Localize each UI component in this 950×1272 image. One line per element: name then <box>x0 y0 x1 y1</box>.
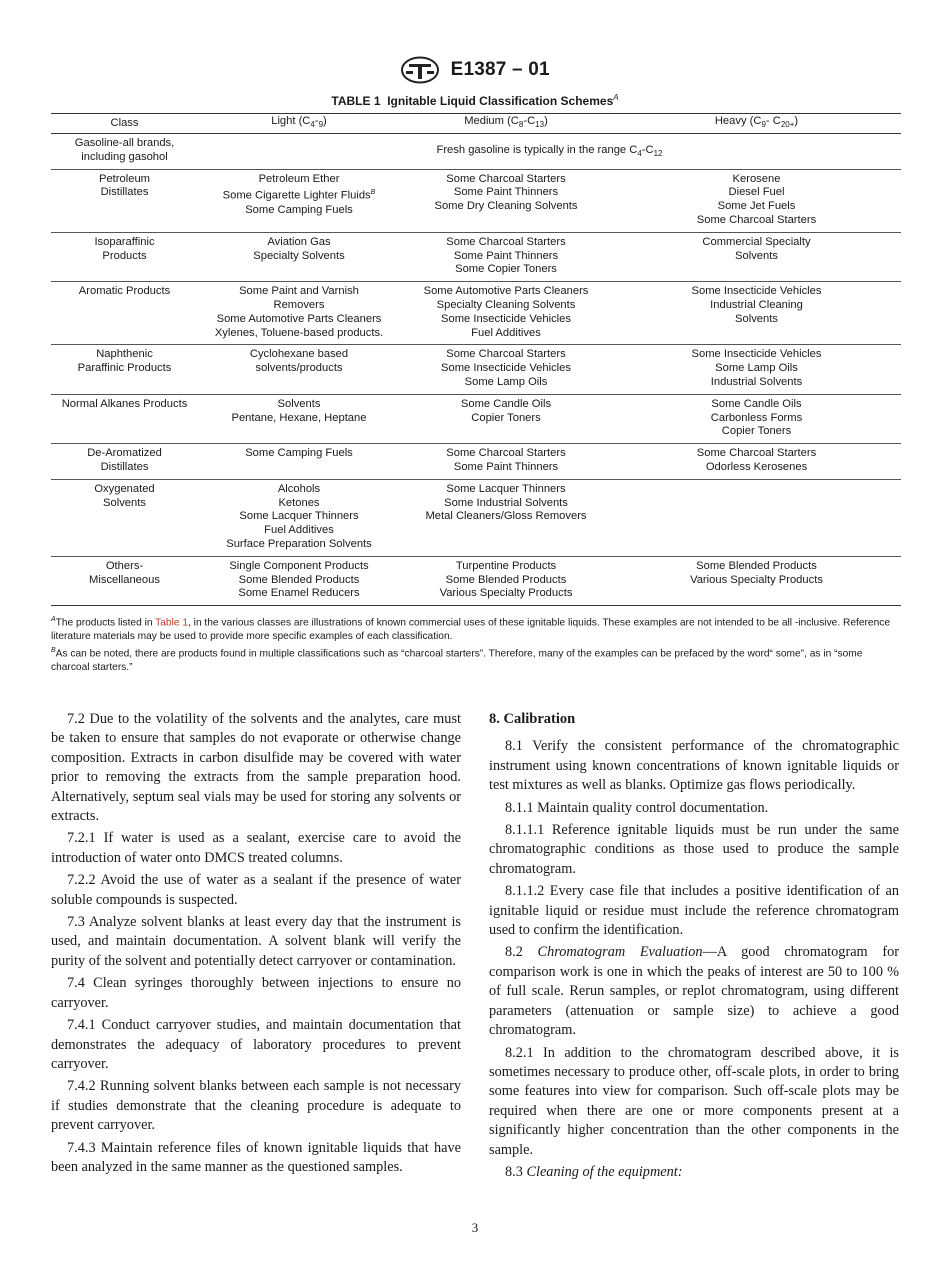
table-row <box>51 282 901 345</box>
cell-line: Kerosene <box>732 172 781 185</box>
header-medium: Medium $(C_8-C_{13})$ <box>464 114 548 130</box>
paragraph-7-4: 7.4 Clean syringes thoroughly between injections to ensure no carryover. <box>51 975 461 1011</box>
cell-line: Some Charcoal Starters <box>696 447 817 460</box>
cell-line: Some Cigarette Lighter Fluids$^B$ <box>222 189 376 203</box>
paragraph-7-4-2: 7.4.2 Running solvent blanks between each sample is not necessary if studies demonstrate that the cleaning procedure is adequate to prevent carryover. <box>51 1078 461 1134</box>
cell-line: Some Automotive Parts Cleaners <box>216 312 382 325</box>
cell-line: Cyclohexane based <box>249 348 349 361</box>
cell-line: Alcohols <box>277 482 321 495</box>
footnote-b-mark: B <box>370 189 376 197</box>
cell-line: Some Lacquer Thinners <box>446 482 566 495</box>
cell-line: Some Candle Oils <box>460 397 552 410</box>
cell-line: Some Paint Thinners <box>453 249 559 262</box>
cell-heavy <box>612 398 901 439</box>
cell-class: Gasoline-all brands, including gasohol <box>74 137 175 163</box>
paragraph-8-3: 8.3 Cleaning of the equipment: <box>505 1163 683 1180</box>
table-row <box>51 170 901 233</box>
cell-line: Some Charcoal Starters <box>446 235 566 248</box>
cell-line: De-Aromatized <box>87 447 162 460</box>
paragraph-8-1-1-1: 8.1.1.1 Reference ignitable liquids must be run under the same chromatographic conditions as those used to produce the sample chromatogram. <box>489 822 899 877</box>
paragraph-8-2-1: 8.2.1 In addition to the chromatogram described above, it is sometimes necessary to produce other, off-scale plots, in order to bring some features into view for comparison. Such off-scale plots may be required when there are one or more components present at a significantly higher concentration than the other components in the sample. <box>489 1044 899 1158</box>
cell-line: Miscellaneous <box>89 573 160 586</box>
cell-class <box>51 483 198 552</box>
cell-heavy <box>612 560 901 601</box>
paragraph-8-1: 8.1 Verify the consistent performance of the chromatographic instrument using known concentrations of known ignitable liquids or test mixtures as well as blanks. Optimize gas flows periodically. <box>489 738 899 794</box>
cell-light <box>198 398 400 439</box>
cell-line: Some Insecticide Vehicles <box>691 285 822 298</box>
cell-line: Fuel Additives <box>264 524 334 537</box>
cell-line: Some Charcoal Starters <box>446 447 566 460</box>
cell-class <box>51 348 198 389</box>
cell-light <box>198 348 400 389</box>
cell-class <box>51 285 198 340</box>
cell-line: solvents/products <box>255 362 343 375</box>
cell-line: Some Lamp Oils <box>464 375 548 388</box>
astm-logo-icon <box>400 56 440 84</box>
cell-line: Some Dry Cleaning Solvents <box>434 200 578 213</box>
cell-line: Some Camping Fuels <box>245 447 353 460</box>
cell-line: Aviation Gas <box>267 235 331 248</box>
cell-line: Distillates <box>100 460 149 473</box>
footnote-b: $^B$As can be noted, there are products found in multiple classifications such as “charcoal starters”. Therefore, many of the examples can be prefaced by the word“ some”, as in “some charcoal starters.” <box>51 646 863 673</box>
cell-line: Naphthenic <box>96 348 153 361</box>
cell-line: Odorless Kerosenes <box>705 460 808 473</box>
cell-line: Industrial Solvents <box>710 375 803 388</box>
cell-line: Aromatic Products <box>78 285 171 298</box>
cell-line: Solvents <box>735 312 778 325</box>
table-row-gasoline <box>51 134 901 170</box>
cell-line: Copier Toners <box>471 411 541 424</box>
table-footnotes <box>51 613 901 674</box>
cell-line: Isoparaffinic <box>94 235 155 248</box>
cell-line: Some Insecticide Vehicles <box>441 312 571 325</box>
cell-line: Normal Alkanes Products <box>61 397 188 410</box>
cell-medium <box>400 285 612 340</box>
cell-heavy <box>612 483 901 552</box>
header-heavy: Heavy ($C_9-$ $C_{20+}$) <box>714 114 799 130</box>
cell-medium <box>400 483 612 552</box>
cell-line: Specialty Cleaning Solvents <box>436 298 576 311</box>
cell-line: Some Candle Oils <box>711 397 802 410</box>
cell-line: Some Paint and Varnish <box>239 285 359 298</box>
paragraph-8-1-1-2: 8.1.1.2 Every case file that includes a positive identification of an ignitable liquid or residue must include the reference chromatogram used to confirm the identification. <box>489 883 899 939</box>
cell-line: Commercial Specialty <box>702 235 811 248</box>
cell-heavy <box>612 447 901 475</box>
cell-line: Some Blended Products <box>696 559 817 572</box>
cell-line: Metal Cleaners/Gloss Removers <box>425 510 587 523</box>
cell-light <box>198 285 400 340</box>
cell-light <box>198 560 400 601</box>
cell-line: Fuel Additives <box>471 326 541 339</box>
cell-line: Copier Toners <box>721 425 792 438</box>
table-row <box>51 345 901 394</box>
cell-line: Carbonless Forms <box>710 411 803 424</box>
cell-line: Some Charcoal Starters <box>446 172 566 185</box>
cell-heavy <box>612 348 901 389</box>
paragraph-7-2-1: 7.2.1 If water is used as a sealant, exercise care to avoid the introduction of water onto DMCS treated columns. <box>51 830 461 866</box>
header-light: Light $(C_4-_9)$ <box>271 114 327 130</box>
cell-line: Some Lamp Oils <box>715 362 798 375</box>
cell-line: Others- <box>105 559 144 572</box>
left-column <box>51 710 461 1180</box>
cell-line: Industrial Cleaning <box>710 298 803 311</box>
cell-class <box>51 398 198 439</box>
cell-medium <box>400 560 612 601</box>
section-heading-calibration: 8. Calibration <box>489 711 576 727</box>
cell-class <box>51 173 198 228</box>
cell-line: Surface Preparation Solvents <box>226 537 372 550</box>
cell-line: Xylenes, Toluene-based products. <box>214 326 384 339</box>
cell-line: Some Blended Products <box>238 573 360 586</box>
cell-class <box>51 236 198 277</box>
cell-line: Some Charcoal Starters <box>446 348 566 361</box>
standard-designation: E1387 – 01 <box>450 59 550 80</box>
paragraph-7-4-1: 7.4.1 Conduct carryover studies, and maintain documentation that demonstrates the adequacy of laboratory procedures to prevent carryover. <box>51 1017 461 1072</box>
cell-heavy <box>612 236 901 277</box>
cell-line: Some Lacquer Thinners <box>239 510 359 523</box>
paragraph-7-3: 7.3 Analyze solvent blanks at least every day that the instrument is used, and maintain documentation. A solvent blank will verify the purity of the solvent and potentially detect carryover or contamination. <box>51 914 461 969</box>
cell-class <box>51 447 198 475</box>
table-title-footnote-mark: A <box>613 93 619 102</box>
cell-line: Solvents <box>103 496 146 509</box>
cell-line: Turpentine Products <box>455 559 557 572</box>
cell-line: Some Camping Fuels <box>245 203 353 216</box>
cell-line: Solvents <box>735 249 778 262</box>
cell-medium <box>400 447 612 475</box>
table-title <box>0 93 950 108</box>
right-column <box>489 710 899 1185</box>
paragraph-7-2-2: 7.2.2 Avoid the use of water as a sealant if the presence of water soluble compounds is suspected. <box>51 872 461 908</box>
table-row <box>51 233 901 282</box>
cell-line: Petroleum Ether <box>258 172 340 185</box>
cell-line: Oxygenated <box>94 482 155 495</box>
cell-line: Some Charcoal Starters <box>696 213 817 226</box>
cell-class <box>51 560 198 601</box>
cell-line: Single Component Products <box>229 559 369 572</box>
paragraph-8-2: 8.2 Chromatogram Evaluation—A good chromatogram for comparison work is one in which the peaks of interest are 50 to 100 % of full scale. Rerun samples, or replot chromatogram, using different parameters (attenuation or sample size) to achieve a good chromatogram. <box>489 944 899 1039</box>
cell-line: Some Automotive Parts Cleaners <box>423 285 589 298</box>
cell-light <box>198 236 400 277</box>
cell-line: Some Copier Toners <box>455 263 557 276</box>
table-row <box>51 395 901 444</box>
table-row <box>51 480 901 557</box>
table-row <box>51 557 901 606</box>
cell-medium <box>400 173 612 228</box>
table-header-row <box>51 113 901 134</box>
cell-line: Removers <box>273 298 325 311</box>
cell-medium <box>400 398 612 439</box>
header-class: Class <box>110 116 139 129</box>
cell-light <box>198 173 400 228</box>
cell-line: Solvents <box>277 397 321 410</box>
cell-line: Some Insecticide Vehicles <box>441 362 571 375</box>
cell-line: Specialty Solvents <box>253 249 345 262</box>
table-body <box>51 170 901 607</box>
cell-medium <box>400 348 612 389</box>
cell-line: Some Paint Thinners <box>453 460 559 473</box>
cell-heavy <box>612 173 901 228</box>
cell-line: Pentane, Hexane, Heptane <box>231 411 367 424</box>
cell-line: Some Insecticide Vehicles <box>691 348 822 361</box>
paragraph-8-1-1: 8.1.1 Maintain quality control documentation. <box>505 799 769 816</box>
cell-line: Various Specialty Products <box>439 587 573 600</box>
cell-line: Some Blended Products <box>445 573 567 586</box>
classification-table <box>51 113 901 606</box>
cell-line: Some Industrial Solvents <box>444 496 568 509</box>
paragraph-7-2: 7.2 Due to the volatility of the solvents and the analytes, care must be taken to ensure that samples do not evaporate or otherwise change composition. Extracts in carbon disulfide may be covered with water prior to removing the extracts from the sample preparation hood. Alternatively, septum seal vials may be used for storing any solvents or extracts. <box>51 711 461 825</box>
cell-medium <box>400 236 612 277</box>
table-title-text: Ignitable Liquid Classification Schemes <box>387 94 614 108</box>
cell-line: Paraffinic Products <box>77 362 172 375</box>
cell-line: Some Jet Fuels <box>717 200 796 213</box>
cell-light <box>198 447 400 475</box>
cell-line: Diesel Fuel <box>728 186 785 199</box>
page-number: 3 <box>471 1220 479 1235</box>
table-1-link[interactable]: Table 1 <box>155 617 189 629</box>
cell-line: Some Paint Thinners <box>453 186 559 199</box>
paragraph-7-4-3: 7.4.3 Maintain reference files of known ignitable liquids that have been analyzed in the same manner as the questioned samples. <box>51 1139 461 1175</box>
cell-line: Some Enamel Reducers <box>238 587 360 600</box>
cell-line: Ketones <box>278 496 320 509</box>
table-title-label: TABLE 1 <box>331 94 381 108</box>
cell-line: Petroleum <box>99 172 150 185</box>
cell-gasoline-note: Fresh gasoline is typically in the range $C_4-C_{12}$ <box>436 144 663 159</box>
document-header <box>0 56 950 84</box>
cell-heavy <box>612 285 901 340</box>
cell-line: Distillates <box>100 186 149 199</box>
cell-line: Various Specialty Products <box>690 573 823 586</box>
cell-line: Products <box>102 249 147 262</box>
table-row <box>51 444 901 480</box>
cell-light <box>198 483 400 552</box>
footnote-a: $^A$The products listed in Table 1, in the various classes are illustrations of known commercial uses of these ignitable liquids. These examples are not intended to be all -inclusive. Reference literature materials may be used to provide more specific examples of each classification. <box>51 616 890 642</box>
